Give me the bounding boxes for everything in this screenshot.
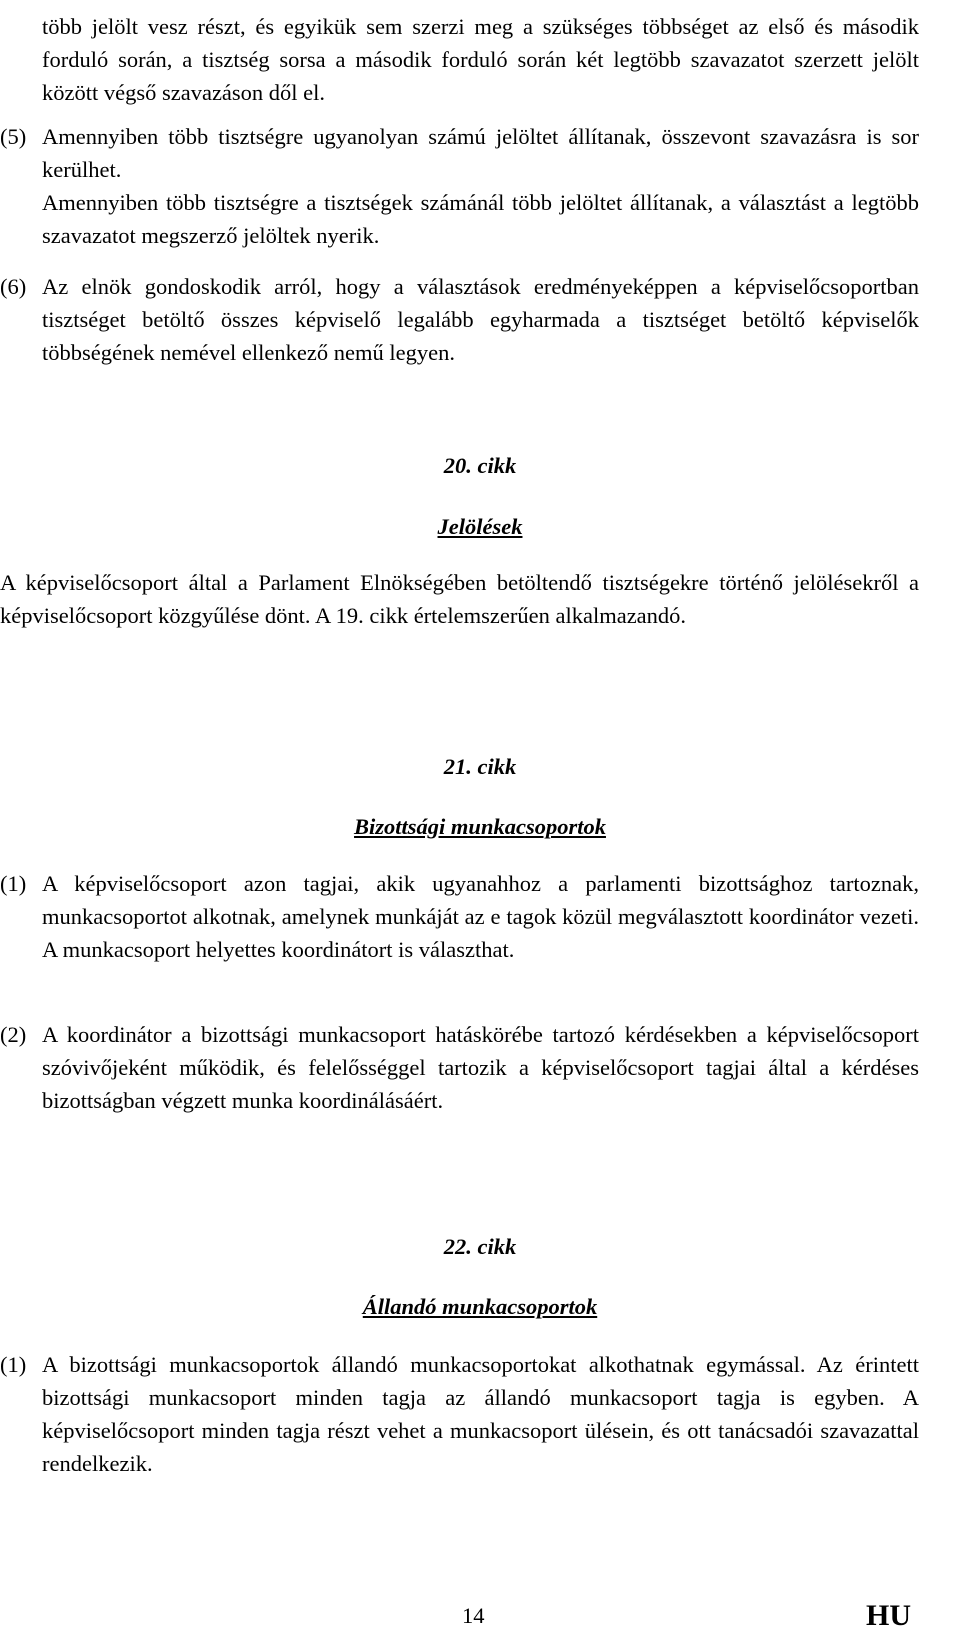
article-22-paragraph-1-text: A bizottsági munkacsoportok állandó munkacsoportokat alkothatnak egymással. Az érintett bizottsági munkacsoport minden tagja az állandó munkacsoport tagja is egyben. A képviselőcsoport minden tagja részt vehet a munkacsoport ülésein, és ott tanácsadói szavazattal rendelkezik. [42,1352,919,1476]
article-21-title: Bizottsági munkacsoportok [354,814,606,839]
paragraph-6-text: Az elnök gondoskodik arról, hogy a választások eredményeképpen a képviselőcsoportban tisztséget betöltő összes képviselő legalább egyharmada a tisztséget betöltő képviselők többségének nemével ellenkező nemű legyen. [42,274,919,365]
paragraph-5-text-2: Amennyiben több tisztségre a tisztségek számánál több jelöltet állítanak, a választást a legtöbb szavazatot megszerző jelöltek nyerik. [42,190,919,248]
page-number: 14 [462,1603,485,1628]
article-20-number: 20. cikk [443,453,517,478]
paragraph-5-text-1: Amennyiben több tisztségre ugyanolyan számú jelöltet állítanak, összevont szavazásra is sor kerülhet. [42,124,919,182]
article-21-paragraph-1-text: A képviselőcsoport azon tagjai, akik ugyanahhoz a parlamenti bizottsághoz tartoznak, munkacsoportot alkotnak, amelynek munkáját az e tagok közül megválasztott koordinátor vezeti. A munkacsoport helyettes koordinátort is választhat. [42,871,919,962]
paragraph-number: (1) [0,871,27,896]
article-22-number: 22. cikk [443,1234,517,1259]
article-20-text: A képviselőcsoport által a Parlament Elnökségében betöltendő tisztségekre történő jelölésekről a képviselőcsoport közgyűlése dönt. A 19. cikk értelemszerűen alkalmazandó. [0,570,919,628]
paragraph-number: (6) [0,274,27,299]
paragraph-number: (5) [0,124,27,149]
paragraph-number: (2) [0,1022,27,1047]
article-20-title: Jelölések [437,514,523,539]
article-21-number: 21. cikk [443,754,517,779]
paragraph-number: (1) [0,1352,27,1377]
article-21-paragraph-2-text: A koordinátor a bizottsági munkacsoport hatáskörébe tartozó kérdésekben a képviselőcsoport szóvivőjeként működik, és felelősséggel tartozik a képviselőcsoport tagjai által a kérdéses bizottságban végzett munka koordinálásáért. [42,1022,919,1113]
language-code: HU [866,1599,911,1632]
intro-paragraph: több jelölt vesz részt, és egyikük sem szerzi meg a szükséges többséget az első és második forduló során, a tisztség sorsa a második forduló során két legtöbb szavazatot szerzett jelölt között végső szavazáson dől el. [42,14,919,105]
article-22-title: Állandó munkacsoportok [362,1294,598,1319]
